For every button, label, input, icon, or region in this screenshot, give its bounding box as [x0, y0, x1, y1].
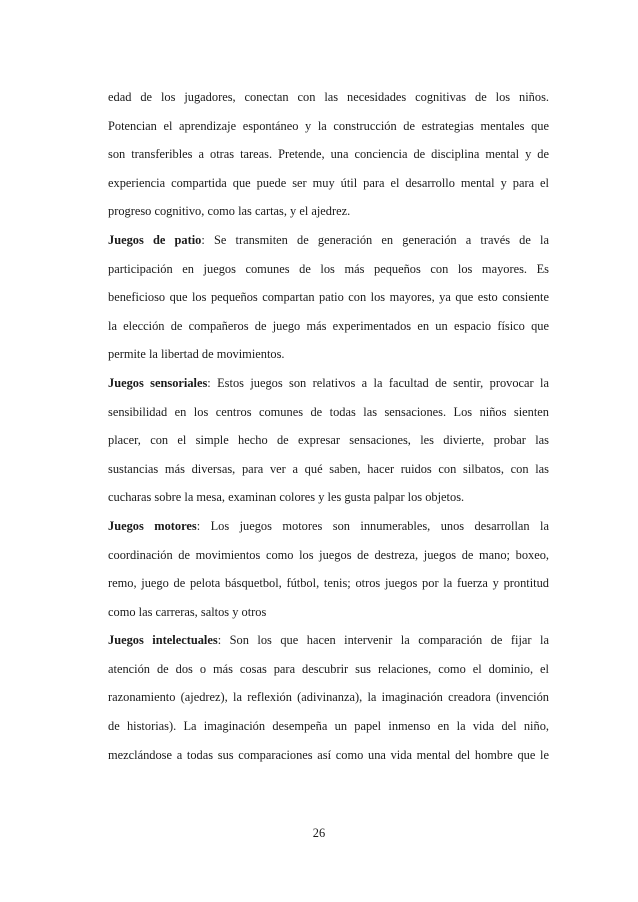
text-line [108, 369, 549, 398]
line-text: cucharas sobre la mesa, examinan colores y les gusta palpar los objetos. [108, 490, 465, 505]
line-text: permite la libertad de movimientos. [108, 347, 285, 362]
section-heading: Juegos sensoriales [108, 375, 208, 390]
text-line [108, 683, 549, 712]
text-line [108, 541, 549, 570]
text-line [108, 569, 549, 598]
line-text: participación en juegos comunes de los más pequeños con los mayores. Es [108, 261, 549, 276]
text-line [108, 197, 549, 226]
text-line [108, 598, 549, 627]
line-text: coordinación de movimientos como los juegos de destreza, juegos de mano; boxeo, [108, 547, 549, 562]
text-line [108, 169, 549, 198]
body-text [108, 83, 549, 769]
section-heading: Juegos de patio [108, 232, 202, 247]
text-line [108, 340, 549, 369]
page-number: 26 [312, 826, 326, 840]
line-text: : Son los que hacen intervenir la comparación de fijar la [217, 633, 550, 648]
line-text: sustancias más diversas, para ver a qué saben, hacer ruidos con silbatos, con las [108, 461, 549, 476]
text-line [108, 512, 549, 541]
line-text: beneficioso que los pequeños compartan patio con los mayores, ya que esto consiente [108, 290, 549, 305]
line-text: remo, juego de pelota básquetbol, fútbol, tenis; otros juegos por la fuerza y prontitud [108, 576, 549, 591]
line-text: progreso cognitivo, como las cartas, y el ajedrez. [108, 204, 351, 219]
line-text: como las carreras, saltos y otros [108, 604, 267, 619]
text-line [108, 483, 549, 512]
text-line [108, 140, 549, 169]
line-text: : Se transmiten de generación en generación a través de la [201, 232, 549, 247]
text-line [108, 83, 549, 112]
text-line [108, 655, 549, 684]
text-line [108, 112, 549, 141]
text-line [108, 741, 549, 770]
text-line [108, 283, 549, 312]
text-line [108, 312, 549, 341]
line-text: atención de dos o más cosas para descubrir sus relaciones, como el dominio, el [108, 661, 549, 676]
line-text: placer, con el simple hecho de expresar sensaciones, les divierte, probar las [108, 433, 549, 448]
section-heading: Juegos motores [108, 518, 197, 533]
text-line [108, 626, 549, 655]
line-text: sensibilidad en los centros comunes de todas las sensaciones. Los niños sienten [108, 404, 549, 419]
line-text: : Los juegos motores son innumerables, unos desarrollan la [196, 518, 549, 533]
line-text: experiencia compartida que puede ser muy útil para el desarrollo mental y para el [108, 175, 549, 190]
line-text: Potencian el aprendizaje espontáneo y la construcción de estrategias mentales que [108, 118, 549, 133]
line-text: de historias). La imaginación desempeña un papel inmenso en la vida del niño, [108, 719, 549, 734]
line-text: : Estos juegos son relativos a la facultad de sentir, provocar la [207, 375, 549, 390]
line-text: la elección de compañeros de juego más experimentados en un espacio físico que [108, 318, 549, 333]
text-line [108, 226, 549, 255]
line-text: edad de los jugadores, conectan con las necesidades cognitivas de los niños. [108, 90, 549, 104]
text-line [108, 398, 549, 427]
text-line [108, 712, 549, 741]
line-text: mezclándose a todas sus comparaciones así como una vida mental del hombre que le [108, 747, 549, 762]
section-heading: Juegos intelectuales [108, 633, 218, 648]
line-text: son transferibles a otras tareas. Pretende, una conciencia de disciplina mental y de [108, 147, 549, 162]
line-text: razonamiento (ajedrez), la reflexión (adivinanza), la imaginación creadora (invención [108, 690, 549, 705]
text-line [108, 455, 549, 484]
text-line [108, 255, 549, 284]
text-line [108, 426, 549, 455]
